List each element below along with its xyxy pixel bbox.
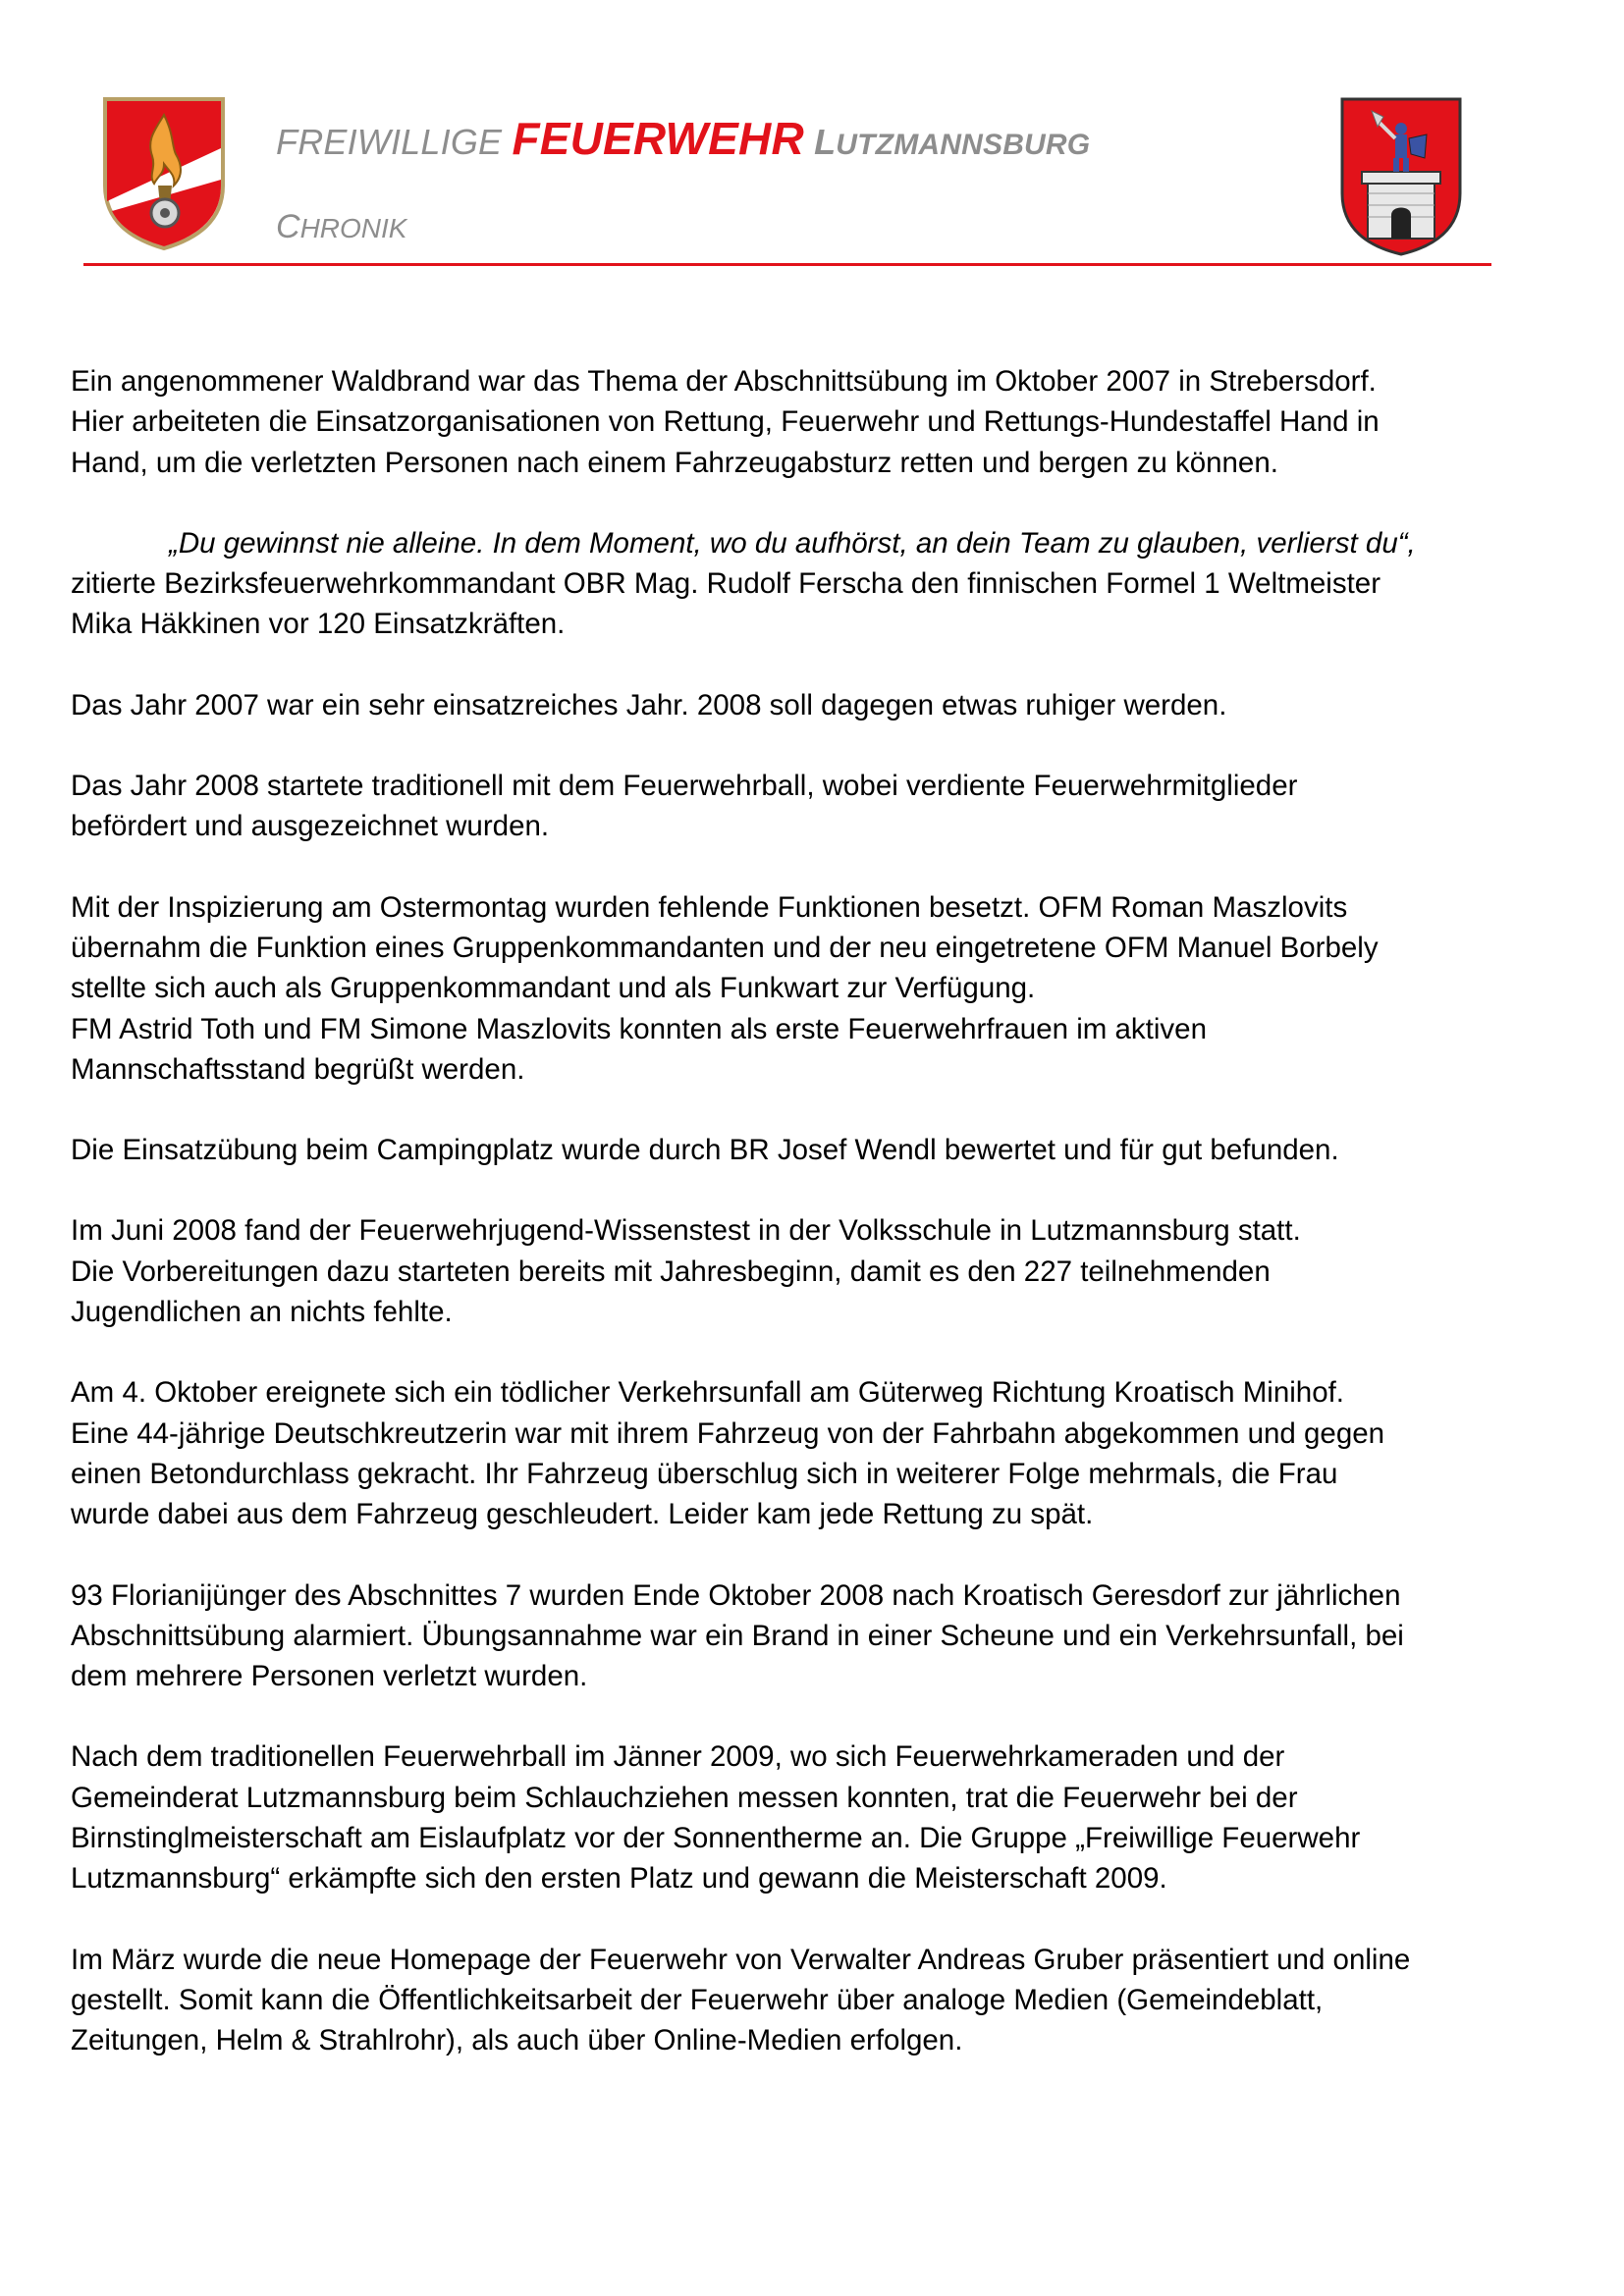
coat-of-arms-icon bbox=[1338, 95, 1464, 258]
chronicle-body bbox=[71, 361, 1553, 2102]
paragraph-4: Das Jahr 2008 startete traditionell mit dem Feuerwehrball, wobei verdiente Feuerwehrmitglieder befördert und ausgezeichnet wurden. bbox=[71, 770, 1298, 843]
paragraph-10: Nach dem traditionellen Feuerwehrball im Jänner 2009, wo sich Feuerwehrkameraden und der Gemeinderat Lutzmannsburg beim Schlauchziehen messen konnten, trat die Feuerwehr bei der Birnstinglmeisterschaft am Eislaufplatz vor der Sonnentherme an. Die Gruppe „Freiwillige Feuerwehr Lutzmannsburg“ erkämpfte sich den ersten Platz und gewann die Meisterschaft 2009. bbox=[71, 1740, 1361, 1896]
paragraph-5: Mit der Inspizierung am Ostermontag wurden fehlende Funktionen besetzt. OFM Roman Maszlovits übernahm die Funktion eines Gruppenkommandanten und der neu eingetretene OFM Manuel Borbely stellte sich auch als Gruppenkommandant und als Funkwart zur Verfügung. FM Astrid Toth und FM Simone Maszlovits konnten als erste Feuerwehrfrauen im aktiven Mannschaftsstand begrüßt werden. bbox=[71, 890, 1379, 1086]
header-divider bbox=[83, 263, 1491, 266]
subtitle-rest: HRONIK bbox=[299, 213, 407, 243]
title-prefix: FREIWILLIGE bbox=[276, 122, 513, 162]
title-location-initial: L bbox=[803, 122, 837, 162]
paragraph-1: Ein angenommener Waldbrand war das Thema der Abschnittsübung im Oktober 2007 in Strebersdorf. Hier arbeiteten die Einsatzorganisationen von Rettung, Feuerwehr und Rettungs-Hundestaffel Hand in Hand, um die verletzten Personen nach einem Fahrzeugabsturz retten und bergen zu können. bbox=[71, 365, 1380, 479]
quote-text: „Du gewinnst nie alleine. In dem Moment, wo du aufhörst, an dein Team zu glauben, verlierst du“, bbox=[169, 526, 1416, 560]
paragraph-3: Das Jahr 2007 war ein sehr einsatzreiches Jahr. 2008 soll dagegen etwas ruhiger werden. bbox=[71, 688, 1227, 721]
paragraph-9: 93 Florianijünger des Abschnittes 7 wurden Ende Oktober 2008 nach Kroatisch Geresdorf zur jährlichen Abschnittsübung alarmiert. Übungsannahme war ein Brand in einer Scheune und ein Verkehrsunfall, bei dem mehrere Personen verletzt wurden. bbox=[71, 1578, 1404, 1693]
title-highlight: FEUERWEHR bbox=[512, 113, 804, 164]
organization-title bbox=[276, 112, 1090, 165]
subtitle-initial: C bbox=[276, 208, 300, 245]
document-subtitle bbox=[276, 208, 406, 246]
title-location-rest: UTZMANNSBURG bbox=[836, 129, 1091, 161]
fire-brigade-emblem-icon bbox=[101, 95, 227, 252]
paragraph-6: Die Einsatzübung beim Campingplatz wurde durch BR Josef Wendl bewertet und für gut befunden. bbox=[71, 1134, 1339, 1167]
paragraph-8: Am 4. Oktober ereignete sich ein tödlicher Verkehrsunfall am Güterweg Richtung Kroatisch Minihof. Eine 44-jährige Deutschkreutzerin war mit ihrem Fahrzeug von der Fahrbahn abgekommen und gegen einen Betondurchlass gekracht. Ihr Fahrzeug überschlug sich in weiterer Folge mehrmals, die Frau wurde dabei aus dem Fahrzeug geschleudert. Leider kam jede Rettung zu spät. bbox=[71, 1376, 1385, 1531]
paragraph-2 bbox=[71, 523, 1553, 645]
paragraph-11: Im März wurde die neue Homepage der Feuerwehr von Verwalter Andreas Gruber präsentiert und online gestellt. Somit kann die Öffentlichkeitsarbeit der Feuerwehr über analoge Medien (Gemeindeblatt, Zeitungen, Helm & Strahlrohr), als auch über Online-Medien erfolgen. bbox=[71, 1943, 1411, 2057]
quote-attribution: zitierte Bezirksfeuerwehrkommandant OBR Mag. Rudolf Ferscha den finnischen Formel 1 Weltmeister Mika Häkkinen vor 120 Einsatzkräften. bbox=[71, 567, 1381, 641]
paragraph-7: Im Juni 2008 fand der Feuerwehrjugend-Wissenstest in der Volksschule in Lutzmannsburg statt. Die Vorbereitungen dazu starteten bereits mit Jahresbeginn, damit es den 227 teilnehmenden Jugendlichen an nichts fehlte. bbox=[71, 1214, 1301, 1329]
